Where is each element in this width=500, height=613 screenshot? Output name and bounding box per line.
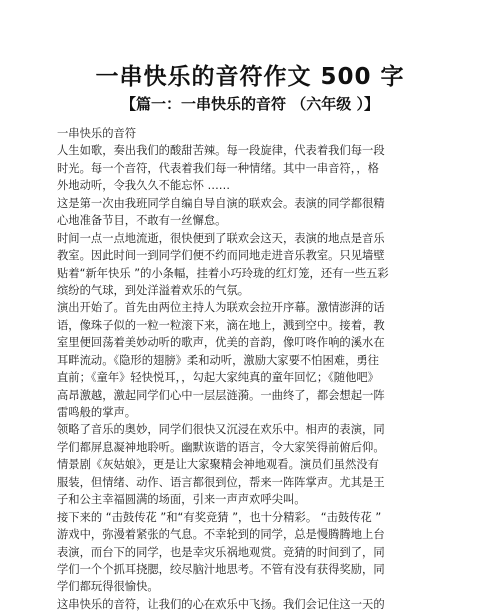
text-line: 学们都屏息凝神地聆听。幽默诙谐的语言，令大家笑得前俯后仰。 xyxy=(57,440,385,454)
text-line: 表演，而台下的同学，也是幸灾乐祸地观赏。竞猜的时间到了，同 xyxy=(57,545,385,559)
text-line: 领略了音乐的奥妙，同学们很快又沉浸在欢乐中。相声的表演，同 xyxy=(57,423,385,437)
text-line: 雷鸣般的掌声。 xyxy=(57,406,137,419)
text-line: 室里便回荡着美妙动听的歌声，优美的音韵，像叮咚作响的溪水在 xyxy=(57,336,385,350)
section-heading: 【篇一：一串快乐的音符 （六年级 ）】 xyxy=(121,95,379,113)
text-line: 外地动听，令我久久不能忘怀 …… xyxy=(57,179,231,193)
text-line: 心地准备节目，不敢有一丝懈怠。 xyxy=(57,214,227,228)
text-line: 游戏中，弥漫着紧张的气息。不幸轮到的同学，总是慢腾腾地上台 xyxy=(57,528,385,542)
text-line: 时间一点一点地流逝，很快便到了联欢会这天，表演的地点是音乐 xyxy=(57,231,385,245)
text-line: 学们都玩得很愉快。 xyxy=(57,580,159,594)
text-line: 语，像珠子似的一粒一粒滚下来，滴在地上，溅到空中。接着，教 xyxy=(57,318,385,332)
text-line: 时光。每一个音符，代表着我们每一种情绪。其中一串音符，，格 xyxy=(57,161,379,175)
text-line: 一串快乐的音符 xyxy=(57,127,137,140)
text-line: 缤纷的气球，到处洋溢着欢乐的气氛。 xyxy=(57,283,250,297)
document-title: 一串快乐的音符作文 500 字 xyxy=(95,64,405,90)
text-line: 服装，但情绪、动作、语言都很到位，帮来一阵阵掌声。尤其是王 xyxy=(57,475,385,489)
text-line: 贴着“新年快乐 ”的小条幅，挂着小巧玲珑的红灯笼，还有一些五彩 xyxy=(57,266,389,280)
text-line: 高昂激越，激起同学们心中一层层涟漪。一曲终了，都会想起一阵 xyxy=(57,388,385,402)
text-line: 这串快乐的音符，让我们的心在欢乐中飞扬。我们会记住这一天的 xyxy=(57,597,385,611)
text-line: 接下来的 “击鼓传花 ”和“有奖竞猜 ”，也十分精彩。 “击鼓传花 ” xyxy=(57,510,382,524)
text-line: 这是第一次由我班同学自编自导自演的联欢会。表演的同学都很精 xyxy=(57,196,385,210)
essay-body xyxy=(57,125,389,611)
text-line: 学们一个个抓耳挠腮，绞尽脑汁地思考。不管有没有获得奖励，同 xyxy=(57,562,385,576)
text-line: 演出开始了。首先由两位主持人为联欢会拉开序幕。激情澎湃的话 xyxy=(57,301,385,315)
text-line: 直前；《童年》轻快悦耳，，勾起大家纯真的童年回忆；《随他吧》 xyxy=(57,371,379,385)
text-line: 耳畔流动。《隐形的翅膀》柔和动听，激励大家要不怕困难，勇往 xyxy=(57,353,379,367)
text-line: 人生如歌，奏出我们的酸甜苦辣。每一段旋律，代表着我们每一段 xyxy=(57,144,385,158)
text-line: 情景剧《灰姑娘》，更是让大家聚精会神地观看。演员们虽然没有 xyxy=(57,458,379,472)
text-line: 子和公主幸福圆满的场面，引来一声声欢呼尖叫。 xyxy=(57,493,306,507)
text-line: 教室。因此时间一到同学们便不约而同地走进音乐教室。只见墙壁 xyxy=(57,249,385,263)
